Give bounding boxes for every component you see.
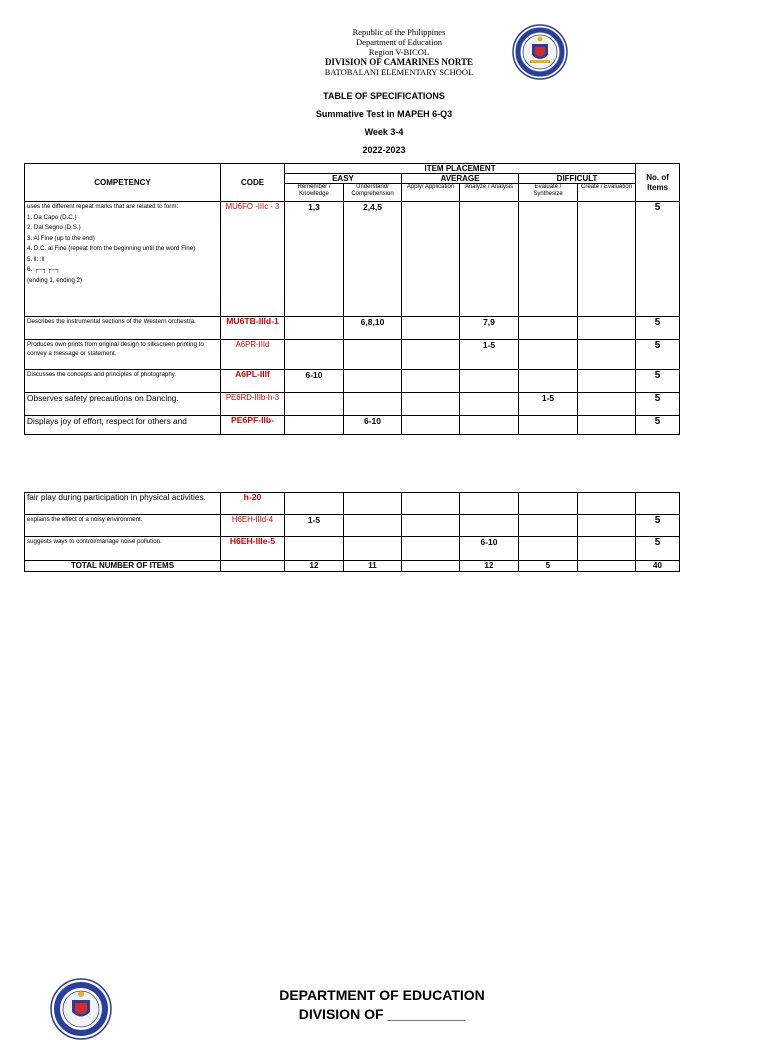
code-cell: PE6PF-IIb- xyxy=(221,416,285,435)
code-cell: PE6RD-IIIb-h-3 xyxy=(221,393,285,416)
apply-cell xyxy=(402,340,460,370)
header-division: DIVISION OF CAMARINES NORTE xyxy=(324,57,474,67)
table-row xyxy=(25,537,680,561)
total-understand: 11 xyxy=(344,561,402,572)
header-department: Department of Education xyxy=(356,37,442,47)
understand-cell: 6,8,10 xyxy=(344,317,402,340)
code-cell: A6PR-IIId xyxy=(221,340,285,370)
specifications-table xyxy=(24,163,680,435)
competency-line: 1. Da Capo (D.C.) xyxy=(27,213,77,221)
footer-heading xyxy=(260,986,504,1024)
competency-line: 3. Al Fine (up to the end) xyxy=(27,234,95,242)
evaluate-cell: 1-5 xyxy=(519,393,578,416)
doc-subtitle: Summative Test in MAPEH 6-Q3 xyxy=(315,109,453,119)
specifications-table-continued xyxy=(24,492,680,572)
create-cell xyxy=(578,202,636,317)
apply-cell xyxy=(402,537,460,561)
sub-create: Create / Evaluation xyxy=(578,184,636,202)
competency-line: 2. Dal Segno (D.S.) xyxy=(27,224,81,231)
understand-cell xyxy=(344,393,402,416)
understand-cell xyxy=(344,370,402,393)
create-cell xyxy=(578,515,636,537)
header-average: AVERAGE xyxy=(402,174,519,184)
evaluate-cell xyxy=(519,202,578,317)
apply-cell xyxy=(402,416,460,435)
total-apply xyxy=(402,561,460,572)
understand-cell xyxy=(344,515,402,537)
competency-cell: Describes the instrumental sections of the Western orchestra. xyxy=(25,317,221,340)
create-cell xyxy=(578,317,636,340)
header-difficult: DIFFICULT xyxy=(519,174,636,184)
items-cell xyxy=(636,493,680,515)
ending-bracket-line: 6. ┌─┐┌─┐ xyxy=(27,266,61,273)
code-cell: MU6TB-IIId-1 xyxy=(221,317,285,340)
understand-cell xyxy=(344,537,402,561)
analyze-cell: 7,9 xyxy=(460,317,519,340)
items-cell: 5 xyxy=(636,317,680,340)
header-code: CODE xyxy=(221,164,285,202)
items-cell: 5 xyxy=(636,515,680,537)
header-republic: Republic of the Philippines xyxy=(352,27,446,37)
understand-cell xyxy=(344,493,402,515)
header-no-of-items: No. of Items xyxy=(636,164,680,202)
total-row xyxy=(25,561,680,572)
remember-cell xyxy=(285,340,344,370)
doc-school-year: 2022-2023 xyxy=(362,145,406,155)
competency-line: uses the different repeat marks that are related to form: xyxy=(27,203,179,210)
remember-cell xyxy=(285,493,344,515)
competency-line: 4. D.C. al Fine (repeat from the beginning until the word Fine) xyxy=(27,245,196,252)
analyze-cell xyxy=(460,493,519,515)
competency-cell: suggests ways to control/manage noise pollution. xyxy=(25,537,221,561)
competency-cell: Observes safety precautions on Dancing. xyxy=(25,393,221,416)
remember-cell xyxy=(285,317,344,340)
sub-apply: Apply/ Application xyxy=(402,184,460,202)
code-cell: H6EH-IIId-4 xyxy=(221,515,285,537)
items-cell: 5 xyxy=(636,370,680,393)
competency-cell: fair play during participation in physical activities. xyxy=(25,493,221,515)
remember-cell: 1-5 xyxy=(285,515,344,537)
items-cell: 5 xyxy=(636,340,680,370)
create-cell xyxy=(578,416,636,435)
competency-cell xyxy=(25,202,221,317)
remember-cell xyxy=(285,416,344,435)
header-region: Region V-BICOL xyxy=(368,47,430,57)
sub-evaluate: Evaluate / Synthesize xyxy=(519,184,578,202)
create-cell xyxy=(578,393,636,416)
analyze-cell xyxy=(460,370,519,393)
deped-seal-icon xyxy=(512,24,568,80)
code-cell: MU6FO -IIIc - 3 xyxy=(221,202,285,317)
total-analyze: 12 xyxy=(460,561,519,572)
deped-seal-footer-icon xyxy=(50,978,112,1040)
code-cell: H6EH-IIIe-5 xyxy=(221,537,285,561)
evaluate-cell xyxy=(519,537,578,561)
sub-analyze: Analyze / Analysis xyxy=(460,184,519,202)
total-create xyxy=(578,561,636,572)
competency-cell: Produces own prints from original design to silkscreen printing to convey a message or statement. xyxy=(25,340,221,370)
header-easy: EASY xyxy=(285,174,402,184)
evaluate-cell xyxy=(519,370,578,393)
evaluate-cell xyxy=(519,493,578,515)
table-row xyxy=(25,493,680,515)
analyze-cell xyxy=(460,416,519,435)
evaluate-cell xyxy=(519,515,578,537)
competency-cell: Displays joy of effort, respect for others and xyxy=(25,416,221,435)
footer-department: DEPARTMENT OF EDUCATION xyxy=(279,987,485,1003)
create-cell xyxy=(578,370,636,393)
code-cell: A6PL-IIIf xyxy=(221,370,285,393)
table-row xyxy=(25,317,680,340)
evaluate-cell xyxy=(519,416,578,435)
analyze-cell: 6-10 xyxy=(460,537,519,561)
understand-cell: 6-10 xyxy=(344,416,402,435)
analyze-cell xyxy=(460,393,519,416)
understand-cell xyxy=(344,340,402,370)
items-cell: 5 xyxy=(636,537,680,561)
remember-cell: 1,3 xyxy=(285,202,344,317)
doc-title: TABLE OF SPECIFICATIONS xyxy=(323,91,445,101)
evaluate-cell xyxy=(519,340,578,370)
apply-cell xyxy=(402,370,460,393)
items-cell: 5 xyxy=(636,416,680,435)
create-cell xyxy=(578,537,636,561)
total-items: 40 xyxy=(636,561,680,572)
create-cell xyxy=(578,340,636,370)
analyze-cell xyxy=(460,202,519,317)
competency-cell: explains the effect of a noisy environment. xyxy=(25,515,221,537)
header-school: BATOBALANI ELEMENTARY SCHOOL xyxy=(324,67,474,77)
total-remember: 12 xyxy=(285,561,344,572)
table-row xyxy=(25,340,680,370)
total-label: TOTAL NUMBER OF ITEMS xyxy=(25,561,221,572)
apply-cell xyxy=(402,493,460,515)
apply-cell xyxy=(402,202,460,317)
apply-cell xyxy=(402,393,460,416)
table-row xyxy=(25,393,680,416)
competency-cell: Discusses the concepts and principles of photography. xyxy=(25,370,221,393)
sub-understand: Understand/ Comprehension xyxy=(344,184,402,202)
items-cell: 5 xyxy=(636,393,680,416)
understand-cell: 2,4,5 xyxy=(344,202,402,317)
create-cell xyxy=(578,493,636,515)
doc-week: Week 3-4 xyxy=(364,127,404,137)
total-evaluate: 5 xyxy=(519,561,578,572)
apply-cell xyxy=(402,515,460,537)
analyze-cell xyxy=(460,515,519,537)
footer-division: DIVISION OF __________ xyxy=(298,1006,466,1022)
letterhead xyxy=(0,27,768,77)
remember-cell xyxy=(285,537,344,561)
sub-remember: Remember / Knowledge xyxy=(285,184,344,202)
header-competency: COMPETENCY xyxy=(25,164,221,202)
table-row xyxy=(25,202,680,317)
remember-cell: 6-10 xyxy=(285,370,344,393)
table-row xyxy=(25,416,680,435)
table-row xyxy=(25,515,680,537)
evaluate-cell xyxy=(519,317,578,340)
code-cell: h-20 xyxy=(221,493,285,515)
analyze-cell: 1-5 xyxy=(460,340,519,370)
repeat-sign-line: 5. ‖: :‖ xyxy=(27,255,45,263)
competency-line: (ending 1, ending 2) xyxy=(27,276,83,284)
header-item-placement: ITEM PLACEMENT xyxy=(285,164,636,174)
table-row xyxy=(25,370,680,393)
apply-cell xyxy=(402,317,460,340)
items-cell: 5 xyxy=(636,202,680,317)
remember-cell xyxy=(285,393,344,416)
total-code-cell xyxy=(221,561,285,572)
